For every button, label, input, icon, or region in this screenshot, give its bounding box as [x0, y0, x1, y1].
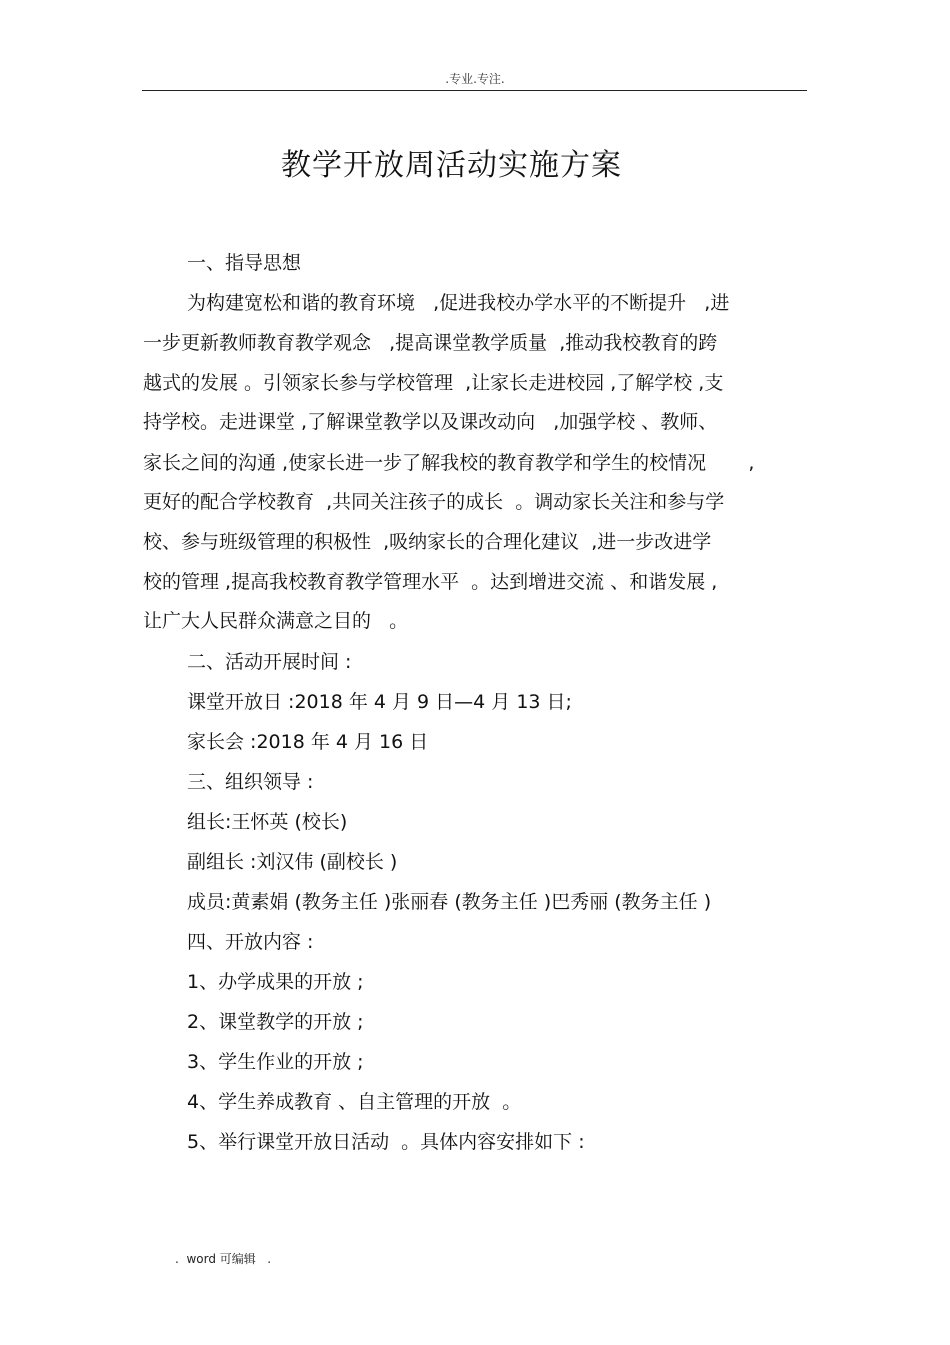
paragraph-line: 持学校。走进课堂 ,了解课堂教学以及课改动向 ,加强学校 、教师、	[143, 411, 718, 433]
paragraph-line: 一步更新教师教育教学观念 ,提高课堂教学质量 ,推动我校教育的跨	[143, 332, 718, 354]
paragraph-line: 家长之间的沟通 ,使家长进一步了解我校的教育教学和学生的校情况 ,	[143, 452, 755, 474]
paragraph-line: 越式的发展 。引领家长参与学校管理 ,让家长走进校园 ,了解学校 ,支	[143, 372, 724, 394]
members-line: 成员:黄素娟 (教务主任 )张丽春 (教务主任 )巴秀丽 (教务主任 )	[187, 891, 712, 913]
leader-line: 组长:王怀英 (校长)	[187, 811, 348, 833]
section-heading-guiding-ideas: 一、指导思想	[187, 252, 302, 274]
parent-meeting-date: 家长会 :2018 年 4 月 16 日	[187, 731, 429, 753]
section-heading-activity-time: 二、活动开展时间 :	[187, 651, 352, 673]
section-heading-open-content: 四、开放内容 :	[187, 931, 314, 953]
open-day-dates: 课堂开放日 :2018 年 4 月 9 日—4 月 13 日;	[187, 691, 572, 713]
paragraph-line: 让广大人民群众满意之目的 。	[143, 610, 409, 632]
paragraph-line: 校、参与班级管理的积极性 ,吸纳家长的合理化建议 ,进一步改进学	[143, 531, 712, 553]
list-item: 2、课堂教学的开放 ;	[187, 1011, 364, 1033]
list-item: 5、举行课堂开放日活动 。具体内容安排如下 :	[187, 1131, 585, 1153]
section-heading-leadership: 三、组织领导 :	[187, 771, 314, 793]
paragraph-line: 校的管理 ,提高我校教育教学管理水平 。达到增进交流 、和谐发展 ,	[143, 571, 718, 593]
header-divider	[142, 90, 807, 91]
paragraph-line: 更好的配合学校教育 ,共同关注孩子的成长 。调动家长关注和参与学	[143, 491, 725, 513]
list-item: 1、办学成果的开放 ;	[187, 971, 364, 993]
list-item: 3、学生作业的开放 ;	[187, 1051, 364, 1073]
list-item: 4、学生养成教育 、自主管理的开放 。	[187, 1091, 522, 1113]
paragraph-line: 为构建宽松和谐的教育环境 ,促进我校办学水平的不断提升 ,进	[187, 292, 730, 314]
page-header-text: .专业.专注.	[445, 72, 505, 86]
document-title: 教学开放周活动实施方案	[281, 148, 622, 183]
page-footer-text: . word 可编辑 .	[175, 1252, 272, 1266]
deputy-leader-line: 副组长 :刘汉伟 (副校长 )	[187, 851, 398, 873]
